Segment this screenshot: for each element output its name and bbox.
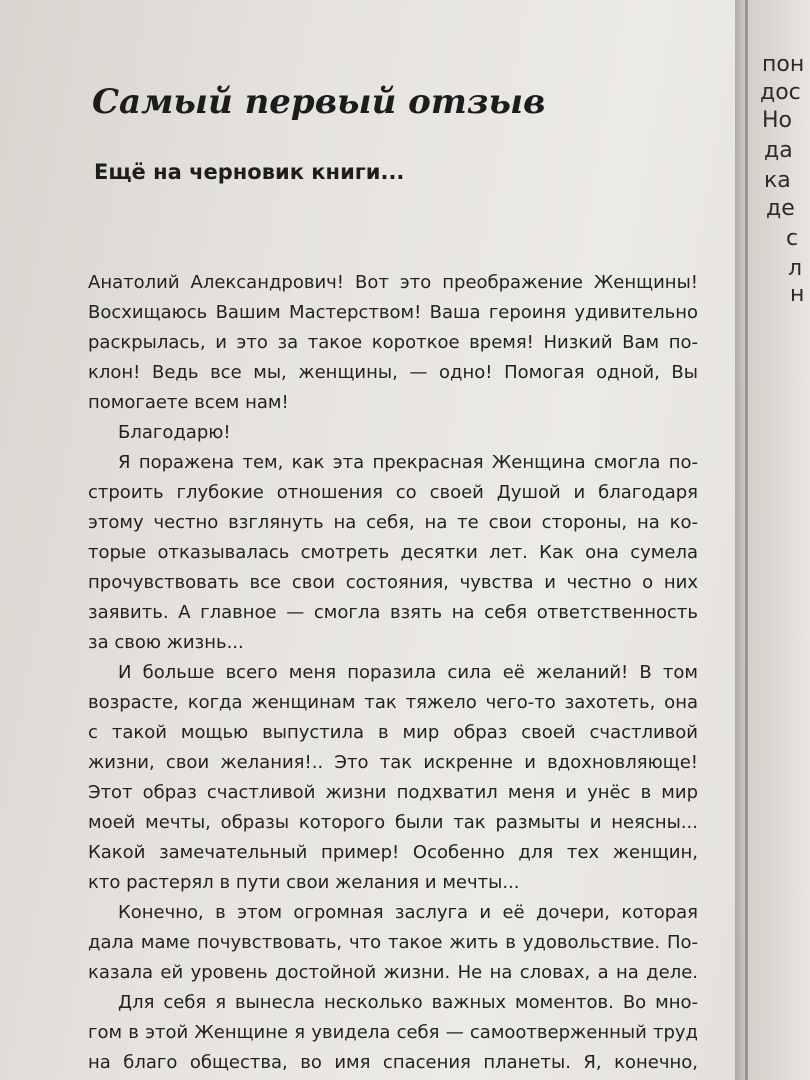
text-line: строить глубокие отношения со своей Душой и благодаря: [88, 482, 698, 503]
adjacent-page-fragment: дос: [760, 80, 801, 105]
adjacent-page-fragment: пон: [762, 52, 805, 77]
text-line: казала ей уровень достойной жизни. Не на словах, а на деле.: [88, 962, 698, 983]
text-line: дала маме почувствовать, что такое жить в удовольствие. По-: [88, 932, 698, 953]
adjacent-page-fragment: де: [766, 196, 795, 221]
text-line: возрасте, когда женщинам так тяжело чего-то захотеть, она: [88, 692, 698, 713]
body-text: [88, 268, 698, 1078]
text-line: Восхищаюсь Вашим Мастерством! Ваша героиня удивительно: [88, 302, 698, 323]
text-line: кто растерял в пути свои желания и мечты...: [88, 872, 520, 893]
text-line: на благо общества, во имя спасения планеты. Я, конечно,: [88, 1052, 698, 1073]
text-line: клон! Ведь все мы, женщины, — одно! Помогая одной, Вы: [88, 362, 698, 383]
page-title: Самый первый отзыв: [92, 82, 546, 122]
text-line: раскрылась, и это за такое короткое время! Низкий Вам по-: [88, 332, 698, 353]
text-line: Какой замечательный пример! Особенно для тех женщин,: [88, 842, 698, 863]
text-line: Анатолий Александрович! Вот это преображение Женщины!: [88, 272, 698, 293]
text-line: прочувствовать все свои состояния, чувства и честно о них: [88, 572, 698, 593]
adjacent-page-fragment: л: [788, 256, 803, 281]
text-line: Я поражена тем, как эта прекрасная Женщина смогла по-: [118, 452, 698, 473]
text-line: моей мечты, образы которого были так размыты и неясны...: [88, 812, 698, 833]
text-line: Этот образ счастливой жизни подхватил меня и унёс в мир: [88, 782, 698, 803]
text-line: гом в этой Женщине я увидела себя — самоотверженный труд: [88, 1022, 698, 1043]
text-line: И больше всего меня поразила сила её желаний! В том: [118, 662, 698, 683]
page-subtitle: Ещё на черновик книги...: [94, 160, 405, 184]
text-line: с такой мощью выпустила в мир образ своей счастливой: [88, 722, 698, 743]
adjacent-page-fragment: Но: [762, 108, 793, 133]
text-line: заявить. А главное — смогла взять на себя ответственность: [88, 602, 698, 623]
adjacent-page-fragment: н: [790, 282, 805, 307]
text-line: за свою жизнь...: [88, 632, 244, 653]
adjacent-page: [748, 0, 810, 1080]
text-line: Для себя я вынесла несколько важных моментов. Во мно-: [118, 992, 698, 1013]
adjacent-page-fragment: с: [786, 226, 799, 251]
text-line: этому честно взглянуть на себя, на те свои стороны, на ко-: [88, 512, 698, 533]
text-line: жизни, свои желания!.. Это так искренне и вдохновляюще!: [88, 752, 698, 773]
text-line: торые отказывалась смотреть десятки лет. Как она сумела: [88, 542, 698, 563]
text-line: Конечно, в этом огромная заслуга и её дочери, которая: [118, 902, 698, 923]
adjacent-page-fragment: да: [764, 138, 793, 163]
text-line: помогаете всем нам!: [88, 392, 289, 413]
text-line: Благодарю!: [118, 422, 231, 443]
adjacent-page-fragment: ка: [764, 168, 791, 193]
